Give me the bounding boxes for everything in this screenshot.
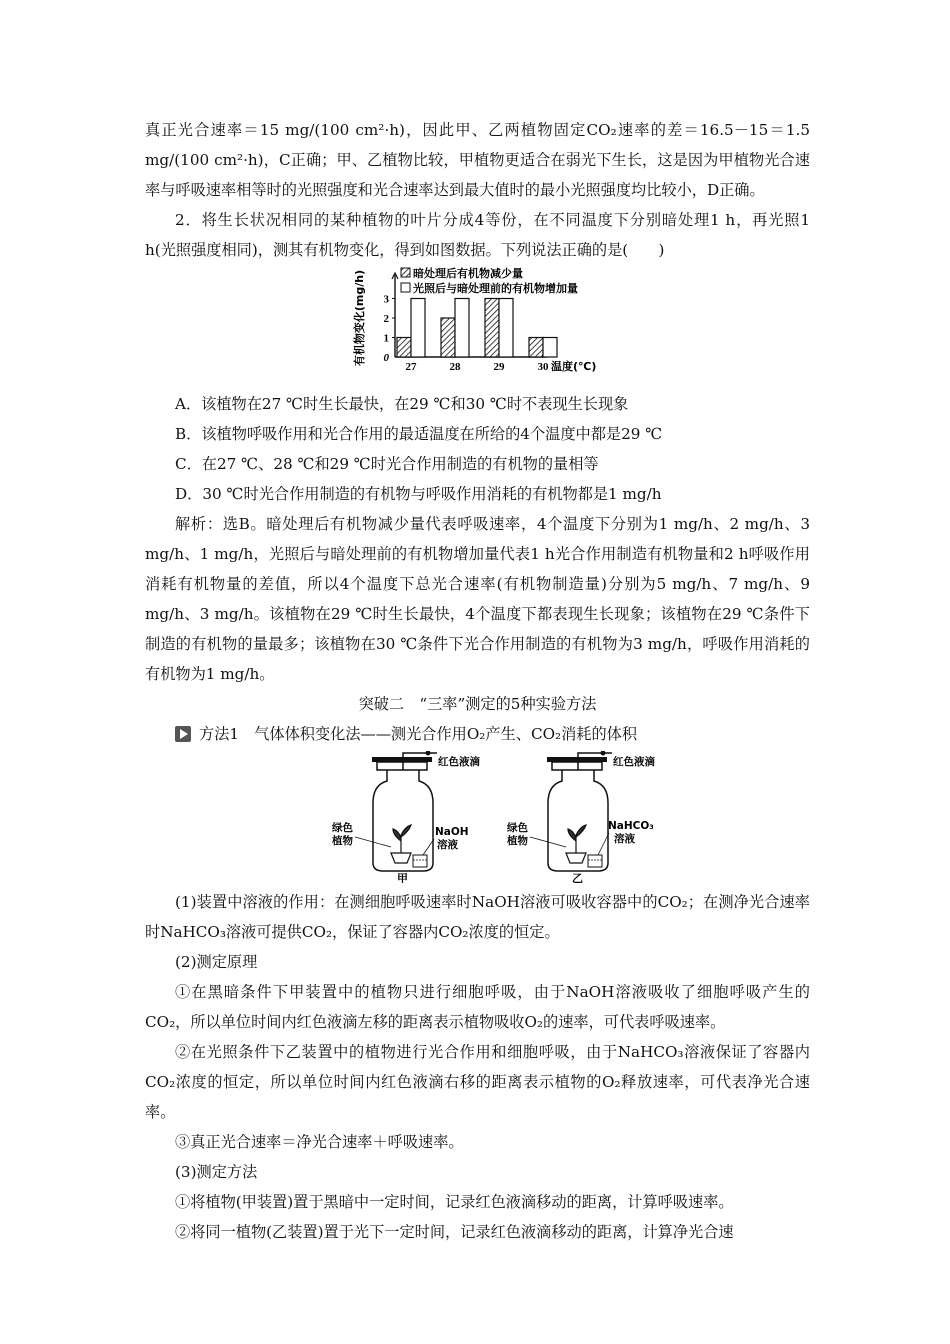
apparatus-figure [145,751,810,883]
left-solution-label-2: 溶液 [437,839,458,851]
right-droplet-label: 红色液滴 [613,756,655,768]
bar-light-27 [411,299,425,358]
y-tick-label: 2 [383,313,389,325]
apparatus-right [506,751,655,883]
pot-icon [566,853,586,863]
right-solution-label-1: NaHCO₃ [608,820,654,832]
beaker-icon [588,855,602,867]
pot-icon [391,853,411,863]
y-tick-label: 1 [383,332,389,345]
y-tick-label: 3 [383,293,389,306]
option-b: B．该植物呼吸作用和光合作用的最适温度在所给的4个温度中都是29 ℃ [175,425,663,443]
legend-label-light: 光照后与暗处理前的有机物增加量 [413,282,578,295]
option-d: D．30 ℃时光合作用制造的有机物与呼吸作用消耗的有机物都是1 mg/h [175,485,662,503]
bar-light-30 [543,338,557,358]
bar-chart [145,267,810,385]
section-title: 突破二 “三率”测定的5种实验方法 [358,695,597,713]
bar-dark-28 [441,318,455,357]
bar-chart-svg [353,267,613,385]
method-heading [145,719,810,749]
document-page [145,115,810,1247]
apparatus-svg [325,751,655,883]
legend-swatch-light [401,283,410,292]
bar-dark-29 [485,299,499,358]
stopper-icon [552,762,602,770]
x-tick-label: 27 [405,361,417,373]
paragraph-prev-answer: 真正光合速率＝15 mg/(100 cm²·h)，因此甲、乙两植物固定CO₂速率的差＝16.5－15＝1.5 mg/(100 cm²·h)，C正确；甲、乙植物比较，甲植物更适合在弱光下生长，这是因为甲植物光合速率与呼吸速率相等时的光照强度和光合速率达到最大值时的最小光照强度均比较小，D正确。 [145,121,810,199]
bottom-paragraphs [145,887,810,1247]
legend-label-dark: 暗处理后有机物减少量 [413,267,523,280]
bar-dark-27 [397,338,411,358]
paragraph-solution-role: (1)装置中溶液的作用：在测细胞呼吸速率时NaOH溶液可吸收容器中的CO₂；在测净光合速率时NaHCO₃溶液可提供CO₂，保证了容器内CO₂浓度的恒定。 [145,893,810,941]
paragraph-method-2: ②将同一植物(乙装置)置于光下一定时间，记录红色液滴移动的距离，计算净光合速 [175,1223,734,1241]
option-a: A．该植物在27 ℃时生长最快，在29 ℃和30 ℃时不表现生长现象 [175,395,629,413]
right-apparatus-name: 乙 [572,872,583,883]
y-tick-label: 0 [383,352,389,364]
method-title: 方法1 气体体积变化法——测光合作用O₂产生、CO₂消耗的体积 [199,725,638,743]
bar-light-28 [455,299,469,358]
option-c: C．在27 ℃、28 ℃和29 ℃时光合作用制造的有机物的量相等 [175,455,599,473]
bar-light-29 [499,299,513,358]
paragraph-principle-2: ②在光照条件下乙装置中的植物进行光合作用和细胞呼吸，由于NaHCO₃溶液保证了容器内CO₂浓度的恒定，所以单位时间内红色液滴右移的距离表示植物的O₂释放速率，可代表净光合速率。 [145,1043,810,1121]
analysis-paragraph: 解析：选B。暗处理后有机物减少量代表呼吸速率，4个温度下分别为1 mg/h、2 mg/h、3 mg/h、1 mg/h，光照后与暗处理前的有机物增加量代表1 h光合作用制造有机物量和2 h呼吸作用消耗有机物量的差值，所以4个温度下总光合速率(有机物制造量)分别为5 mg/h、7 mg/h、9 mg/h、3 mg/h。该植物在29 ℃时生长最快，4个温度下都表现生长现象；该植物在29 ℃条件下制造的有机物的量最多；该植物在30 ℃条件下光合作用制造的有机物为3 mg/h，呼吸作用消耗的有机物为1 mg/h。 [145,515,810,683]
bar-dark-30 [529,338,543,358]
y-axis-label: 有机物变化(mg/h) [353,269,366,367]
red-droplet-icon [426,751,431,756]
stopper-icon [377,762,427,770]
paragraph-principle-1: ①在黑暗条件下甲装置中的植物只进行细胞呼吸，由于NaOH溶液吸收了细胞呼吸产生的CO₂，所以单位时间内红色液滴左移的距离表示植物吸收O₂的速率，可代表呼吸速率。 [145,983,810,1031]
left-plant-label-2: 植物 [332,835,353,847]
paragraph-method-1: ①将植物(甲装置)置于黑暗中一定时间，记录红色液滴移动的距离，计算呼吸速率。 [175,1193,734,1211]
question-2-stem: 2．将生长状况相同的某种植物的叶片分成4等份，在不同温度下分别暗处理1 h，再光照1 h(光照强度相同)，测其有机物变化，得到如图数据。下列说法正确的是( ) [145,211,810,259]
x-tick-label: 30 [537,361,549,373]
legend-swatch-dark [401,268,410,277]
x-tick-label: 28 [449,361,461,373]
red-droplet-icon [601,751,606,756]
paragraph-principle-3: ③真正光合速率＝净光合速率＋呼吸速率。 [175,1133,464,1151]
x-axis-label: 温度(℃) [551,360,597,373]
left-apparatus-name: 甲 [397,872,408,883]
apparatus-left [331,751,480,883]
left-droplet-label: 红色液滴 [438,756,480,768]
beaker-icon [413,855,427,867]
right-plant-label-1: 绿色 [507,822,528,834]
left-plant-label-1: 绿色 [332,822,353,834]
plant-icon [568,825,586,853]
left-solution-label-1: NaOH [435,826,469,838]
right-plant-label-2: 植物 [507,835,528,847]
right-solution-label-2: 溶液 [614,833,635,845]
paragraph-principle-heading: (2)测定原理 [175,953,258,971]
play-icon [175,726,191,742]
plant-icon [393,825,411,853]
paragraph-method-heading: (3)测定方法 [175,1163,258,1181]
x-tick-label: 29 [493,361,505,373]
